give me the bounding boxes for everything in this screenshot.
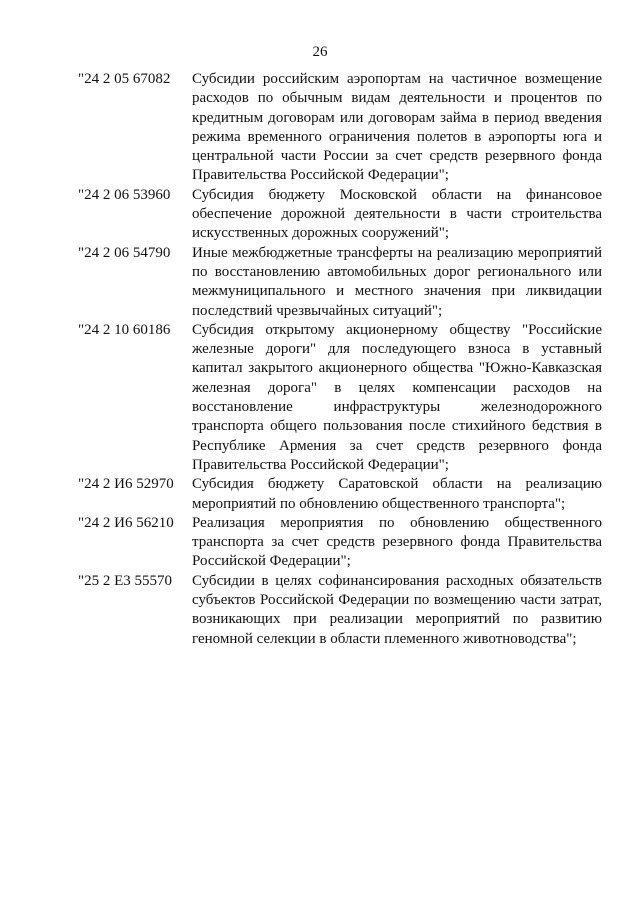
list-item: [78, 475, 602, 514]
budget-code: "24 2 И6 52970: [78, 476, 174, 493]
list-item: [78, 514, 602, 572]
budget-description: Иные межбюджетные трансферты на реализацию мероприятий по восстановлению автомобильных дорог регионального или межмуниципального и местного значения при ликвидации последствий чрезвычайных ситуаций";: [192, 244, 602, 319]
budget-code: "24 2 05 67082: [78, 71, 171, 87]
budget-description: Субсидия бюджету Саратовской области на реализацию мероприятий по обновлению общественного транспорта";: [192, 476, 602, 512]
budget-description: Субсидии в целях софинансирования расходных обязательств субъектов Российской Федерации по возмещению части затрат, возникающих при реализации мероприятий по развитию геномной селекции в области племенного животноводства";: [192, 572, 602, 647]
budget-code: "24 2 06 54790: [78, 244, 171, 261]
budget-description: Субсидия открытому акционерному обществу "Российские железные дороги" для последующего взноса в уставный капитал закрытого акционерного общества "Южно-Кавказская железная дорога" в целях компенсации расходов на восстановление инфраструктуры железнодорожного транспорта общего пользования после стихийного бедствия в Республике Армения за счет средств резервного фонда Правительства Российской Федерации";: [192, 321, 602, 473]
list-item: [78, 186, 602, 244]
budget-description: Субсидии российским аэропортам на частичное возмещение расходов по обычным видам деятельности и процентов по кредитным договорам или договорам займа в период введения режима временного ограничения полетов в аэропорты юга и центральной части России за счет средств резервного фонда Правительства Российской Федерации";: [192, 71, 602, 184]
budget-description: Субсидия бюджету Московской области на финансовое обеспечение дорожной деятельности в части строительства искусственных дорожных сооружений";: [192, 186, 602, 242]
page-number: 26: [312, 44, 328, 60]
budget-code: "24 2 10 60186: [78, 321, 171, 338]
list-item: [78, 321, 602, 475]
budget-code: "24 2 И6 56210: [78, 514, 174, 531]
list-item: [78, 70, 602, 186]
list-item: [78, 572, 602, 649]
budget-code: "25 2 Е3 55570: [78, 572, 173, 589]
budget-code-list: [78, 70, 602, 649]
budget-code: "24 2 06 53960: [78, 186, 171, 203]
budget-description: Реализация мероприятия по обновлению общественного транспорта за счет средств резервного фонда Правительства Российской Федерации";: [192, 514, 602, 570]
list-item: [78, 244, 602, 321]
